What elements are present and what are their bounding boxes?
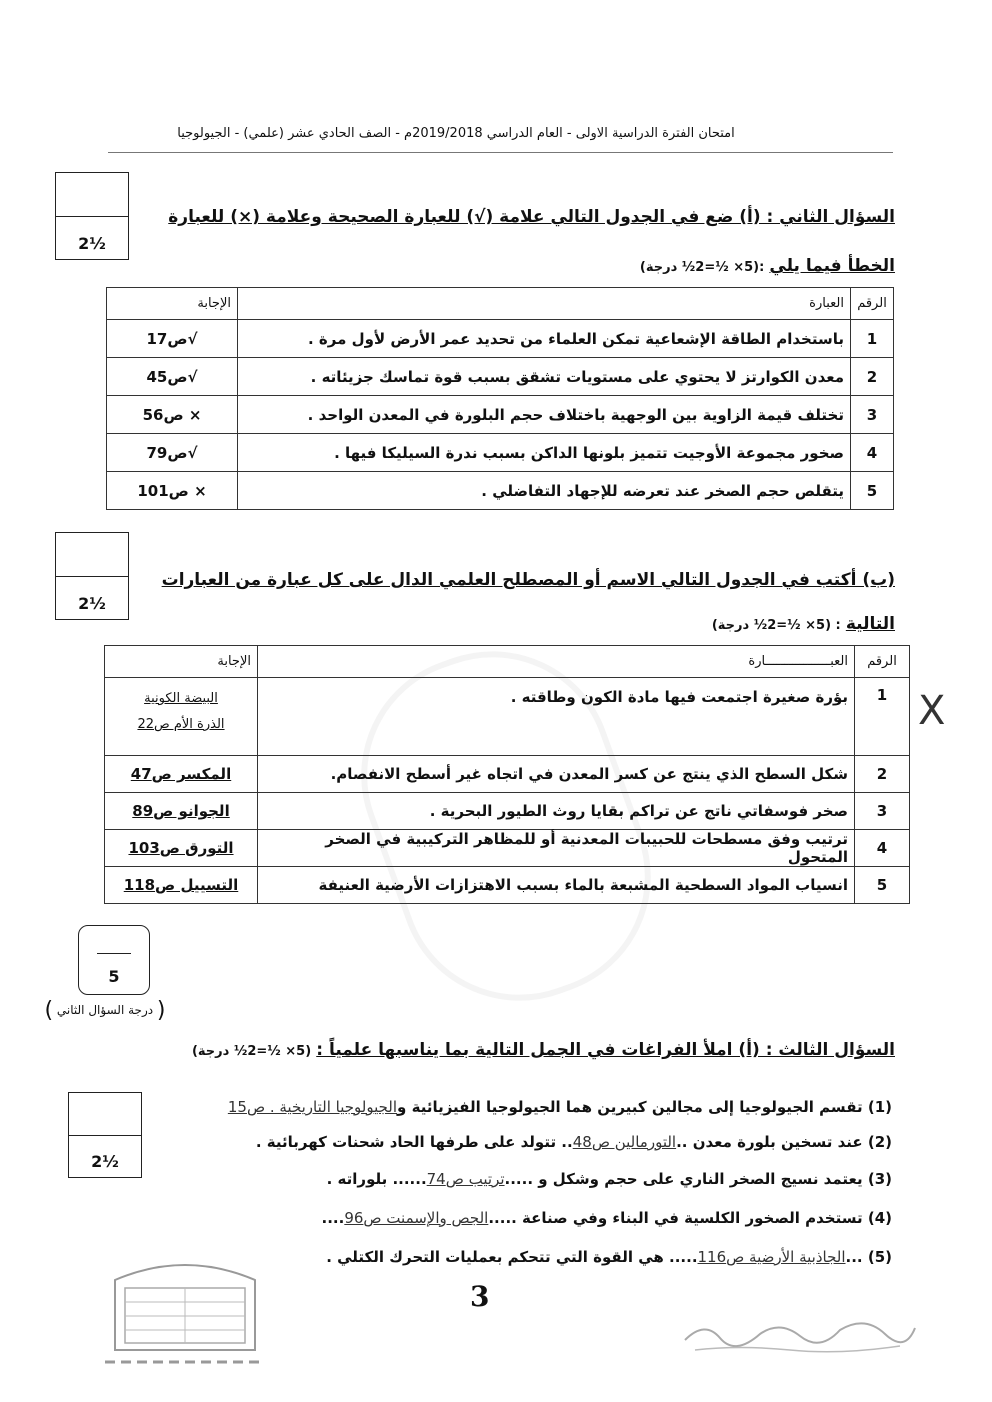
- row-answer: × ص56: [107, 396, 238, 434]
- committee-stamp: [95, 1250, 275, 1375]
- table-row: [105, 793, 910, 830]
- row-answer: × ص101: [107, 472, 238, 510]
- table-row: [105, 678, 910, 756]
- table-row: [107, 472, 894, 510]
- table-row: [105, 756, 910, 793]
- signature: [680, 1300, 920, 1360]
- row-answer: التسييل ص118: [105, 867, 258, 904]
- row-statement: تختلف قيمة الزاوية بين الوجهية باختلاف حجم البلورة في المعدن الواحد .: [238, 396, 851, 434]
- table-row: [107, 396, 894, 434]
- row-number: 1: [851, 320, 894, 358]
- q2b-title-line2: [560, 614, 895, 634]
- table-row: [107, 434, 894, 472]
- fill-line-4: [150, 1209, 892, 1227]
- row-answer: المكسر ص47: [105, 756, 258, 793]
- table-row: [107, 320, 894, 358]
- answer-line-2: الذرة الأم ص22: [137, 717, 225, 732]
- fill-prefix: (2) عند تسخين بلورة معدن ..: [676, 1133, 892, 1151]
- q3a-marks: (5× ½=2½ درجة): [191, 1044, 312, 1059]
- row-statement: انسياب المواد السطحية المشبعة بالماء بسبب الاهتزازات الأرضية العنيفة: [258, 867, 855, 904]
- answer-line-1: البيضة الكونية: [144, 691, 218, 706]
- row-answer: √ص79: [107, 434, 238, 472]
- q3a-score: 2½: [91, 1152, 119, 1171]
- fill-answer: الجاذبية الأرضية ص116: [697, 1248, 846, 1266]
- q2-total-box: [78, 925, 150, 995]
- fill-answer: ترتيب ص74: [426, 1170, 505, 1188]
- fill-prefix: (5) ...: [845, 1248, 892, 1266]
- q2b-header-statement: العبـــــــــــــــــارة: [258, 646, 855, 678]
- fill-answer: الجيولوجيا التاريخية . ص15: [227, 1098, 398, 1116]
- stamp-graphic: [95, 1250, 275, 1375]
- row-statement: صخر فوسفاتي ناتج عن تراكم بقايا روث الطيور البحرية .: [258, 793, 855, 830]
- fill-prefix: (1) تقسم الجيولوجيا إلى مجالين كبيرين هما الجيولوجيا الفيزيائية و: [397, 1098, 892, 1116]
- row-answer: √ص45: [107, 358, 238, 396]
- fill-line-2: [150, 1133, 892, 1151]
- q2-total-label: ( درجة السؤال الثاني ): [44, 998, 166, 1023]
- row-number: 5: [855, 867, 910, 904]
- row-number: 2: [855, 756, 910, 793]
- q2a-score: 2½: [78, 234, 106, 253]
- q2-total-score: 5: [108, 967, 120, 986]
- q2b-score: 2½: [78, 594, 106, 613]
- q2a-header-num: الرقم: [851, 288, 894, 320]
- row-statement: معدن الكوارتز لا يحتوي على مستويات تشقق بسبب قوة تماسك جزيئاته .: [238, 358, 851, 396]
- fill-prefix: (3) يعتمد نسيج الصخر الناري على حجم وشكل و .....: [504, 1170, 892, 1188]
- q2b-header-answer: الإجابة: [105, 646, 258, 678]
- fill-answer: الجص والإسمنت ص96: [344, 1209, 489, 1227]
- q3a-title: السؤال الثالث : (أ) املأ الفراغات في الجمل التالية بما يناسبها علمياً :: [316, 1040, 895, 1060]
- row-number: 5: [851, 472, 894, 510]
- q2a-title: السؤال الثاني : (أ) ضع في الجدول التالي علامة (√) للعبارة الصحيحة وعلامة (×) للعبارة: [168, 207, 895, 227]
- fill-answer: التورمالين ص48: [572, 1133, 677, 1151]
- q2a-score-box: [55, 172, 129, 260]
- q2a-header-statement: العبارة: [238, 288, 851, 320]
- row-number: 4: [851, 434, 894, 472]
- exam-header: امتحان الفترة الدراسية الاولى - العام الدراسي 2019/2018م - الصف الحادي عشر (علمي) - الجيولوجيا: [177, 126, 735, 141]
- fill-suffix: ..... هي القوة التي تتحكم بعمليات التحرك الكتلي .: [326, 1248, 698, 1266]
- row-statement: باستخدام الطاقة الإشعاعية تمكن العلماء من تحديد عمر الأرض لأول مرة .: [238, 320, 851, 358]
- row-answer: √ص17: [107, 320, 238, 358]
- q3a-title-row: [170, 1040, 895, 1060]
- fill-line-3: [150, 1170, 892, 1188]
- fill-prefix: (4) تستخدم الصخور الكلسية في البناء وفي صناعة .....: [488, 1209, 892, 1227]
- row-number: 3: [851, 396, 894, 434]
- q2a-header-answer: الإجابة: [107, 288, 238, 320]
- page-number: 3: [470, 1280, 490, 1313]
- signature-graphic: [680, 1300, 920, 1360]
- fill-suffix: .. تتولد على طرفها الحاد شحنات كهربائية .: [255, 1133, 573, 1151]
- q2b-table: [104, 645, 910, 904]
- row-statement: صخور مجموعة الأوجيت تتميز بلونها الداكن بسبب ندرة السيليكا فيها .: [238, 434, 851, 472]
- row-number: 3: [855, 793, 910, 830]
- row-statement: يتقلص حجم الصخر عند تعرضه للإجهاد التفاضلي .: [238, 472, 851, 510]
- q2a-title-continued: الخطأ فيما يلي: [769, 256, 895, 276]
- row-number: 1: [855, 678, 910, 756]
- q2b-title-continued: التالية: [845, 614, 895, 634]
- q2a-title-line2: [520, 256, 895, 276]
- row-statement: بؤرة صغيرة اجتمعت فيها مادة الكون وطاقته .: [258, 678, 855, 756]
- row-answer: التورق ص103: [105, 830, 258, 867]
- q2b-header-num: الرقم: [855, 646, 910, 678]
- row-answer: الجوانو ص89: [105, 793, 258, 830]
- row-statement: ترتيب وفق مسطحات للحبيبات المعدنية أو للمظاهر التركيبية في الصخر المتحول: [258, 830, 855, 867]
- q2a-table: [106, 287, 894, 510]
- fill-suffix: ....: [321, 1209, 345, 1227]
- q2-total-label-text: درجة السؤال الثاني: [56, 1003, 154, 1017]
- q2b-score-box: [55, 532, 129, 620]
- row-answer: [105, 678, 258, 756]
- fill-suffix: ...... بلوراته .: [326, 1170, 427, 1188]
- table-row: [105, 830, 910, 867]
- row-number: 4: [855, 830, 910, 867]
- table-row: [105, 867, 910, 904]
- q2b-title: (ب) أكتب في الجدول التالي الاسم أو المصطلح العلمي الدال على كل عبارة من العبارات: [161, 570, 895, 590]
- row-number: 2: [851, 358, 894, 396]
- q2a-marks: :(5× ½=2½ درجة): [639, 260, 765, 275]
- table-row: [107, 358, 894, 396]
- header-divider: [108, 152, 893, 153]
- handwritten-x-mark: X: [918, 688, 946, 734]
- q3a-score-box: [68, 1092, 142, 1178]
- q2b-marks: : (5× ½=2½ درجة): [711, 618, 841, 633]
- fill-line-1: [150, 1098, 892, 1116]
- row-statement: شكل السطح الذي ينتج عن كسر المعدن في اتجاه غير أسطح الانفصام.: [258, 756, 855, 793]
